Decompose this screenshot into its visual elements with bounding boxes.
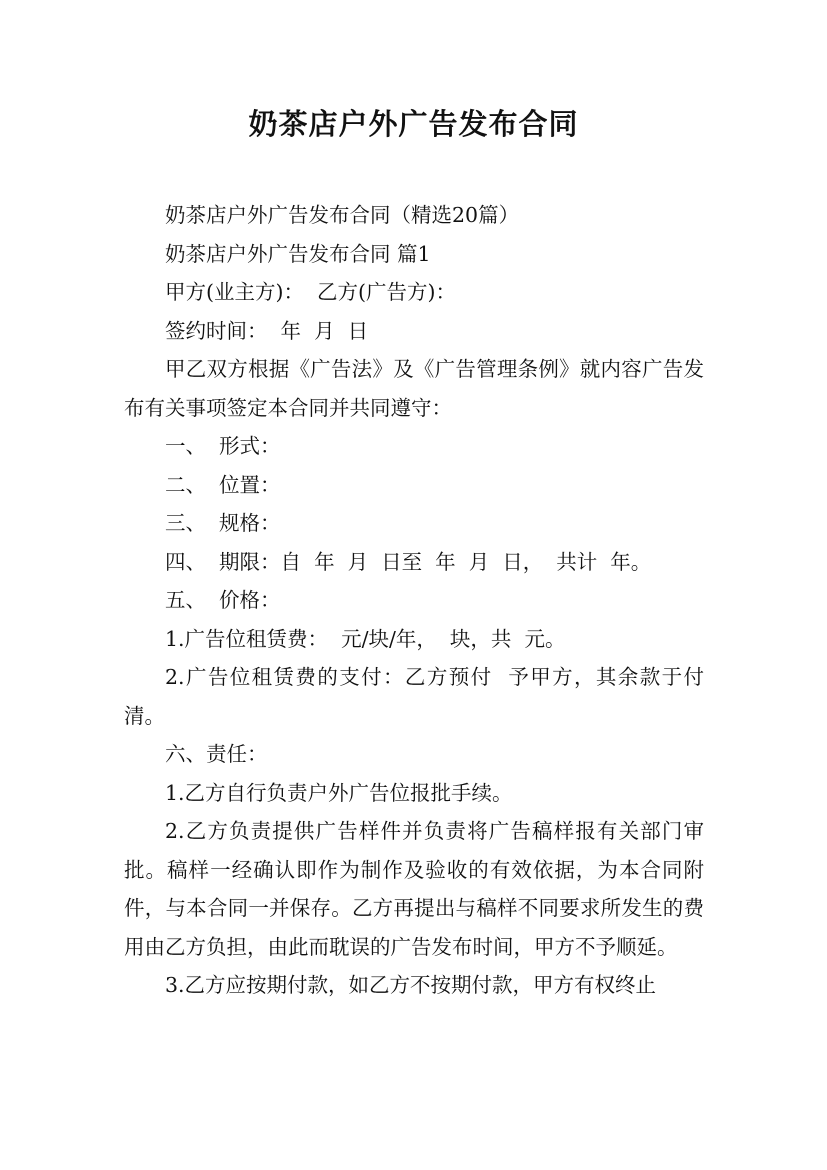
document-body xyxy=(124,196,704,1005)
paragraph-section-heading: 奶茶店户外广告发布合同 篇1 xyxy=(165,241,431,266)
paragraph-location: 二、 位置： xyxy=(165,472,281,497)
paragraph-sign-date: 签约时间： 年 月 日 xyxy=(165,318,369,343)
paragraph-rent-payment: 2.广告位租赁费的支付：乙方预付 予甲方，其余款于付清。 xyxy=(124,665,704,728)
paragraph-rent-fee: 1.广告位租赁费： 元/块/年， 块，共 元。 xyxy=(165,626,566,651)
paragraph-price: 五、 价格： xyxy=(165,588,281,612)
paragraph-resp-3: 3.乙方应按期付款，如乙方不按期付款，甲方有权终止 xyxy=(165,973,657,997)
paragraph-parties: 甲方(业主方)： 乙方(广告方)： xyxy=(165,280,457,304)
document-title: 奶茶店户外广告发布合同 xyxy=(248,107,579,141)
paragraph-form: 一、 形式： xyxy=(165,434,281,458)
paragraph-subtitle: 奶茶店户外广告发布合同（精选20篇） xyxy=(165,203,520,227)
paragraph-responsibility: 六、责任： xyxy=(165,742,268,766)
paragraph-resp-1: 1.乙方自行负责户外广告位报批手续。 xyxy=(165,780,513,805)
paragraph-term: 四、 期限：自 年 月 日至 年 月 日， 共计 年。 xyxy=(165,549,652,574)
paragraph-resp-2: 2.乙方负责提供广告样件并负责将广告稿样报有关部门审批。稿样一经确认即作为制作及验收的有效依据，为本合同附件，与本合同一并保存。乙方再提出与稿样不同要求所发生的费用由乙方负担，由此而耽误的广告发布时间，甲方不予顺延。 xyxy=(124,819,704,959)
paragraph-preamble: 甲乙双方根据《广告法》及《广告管理条例》就内容广告发布有关事项签定本合同并共同遵守： xyxy=(124,357,704,420)
paragraph-spec: 三、 规格： xyxy=(165,511,281,535)
